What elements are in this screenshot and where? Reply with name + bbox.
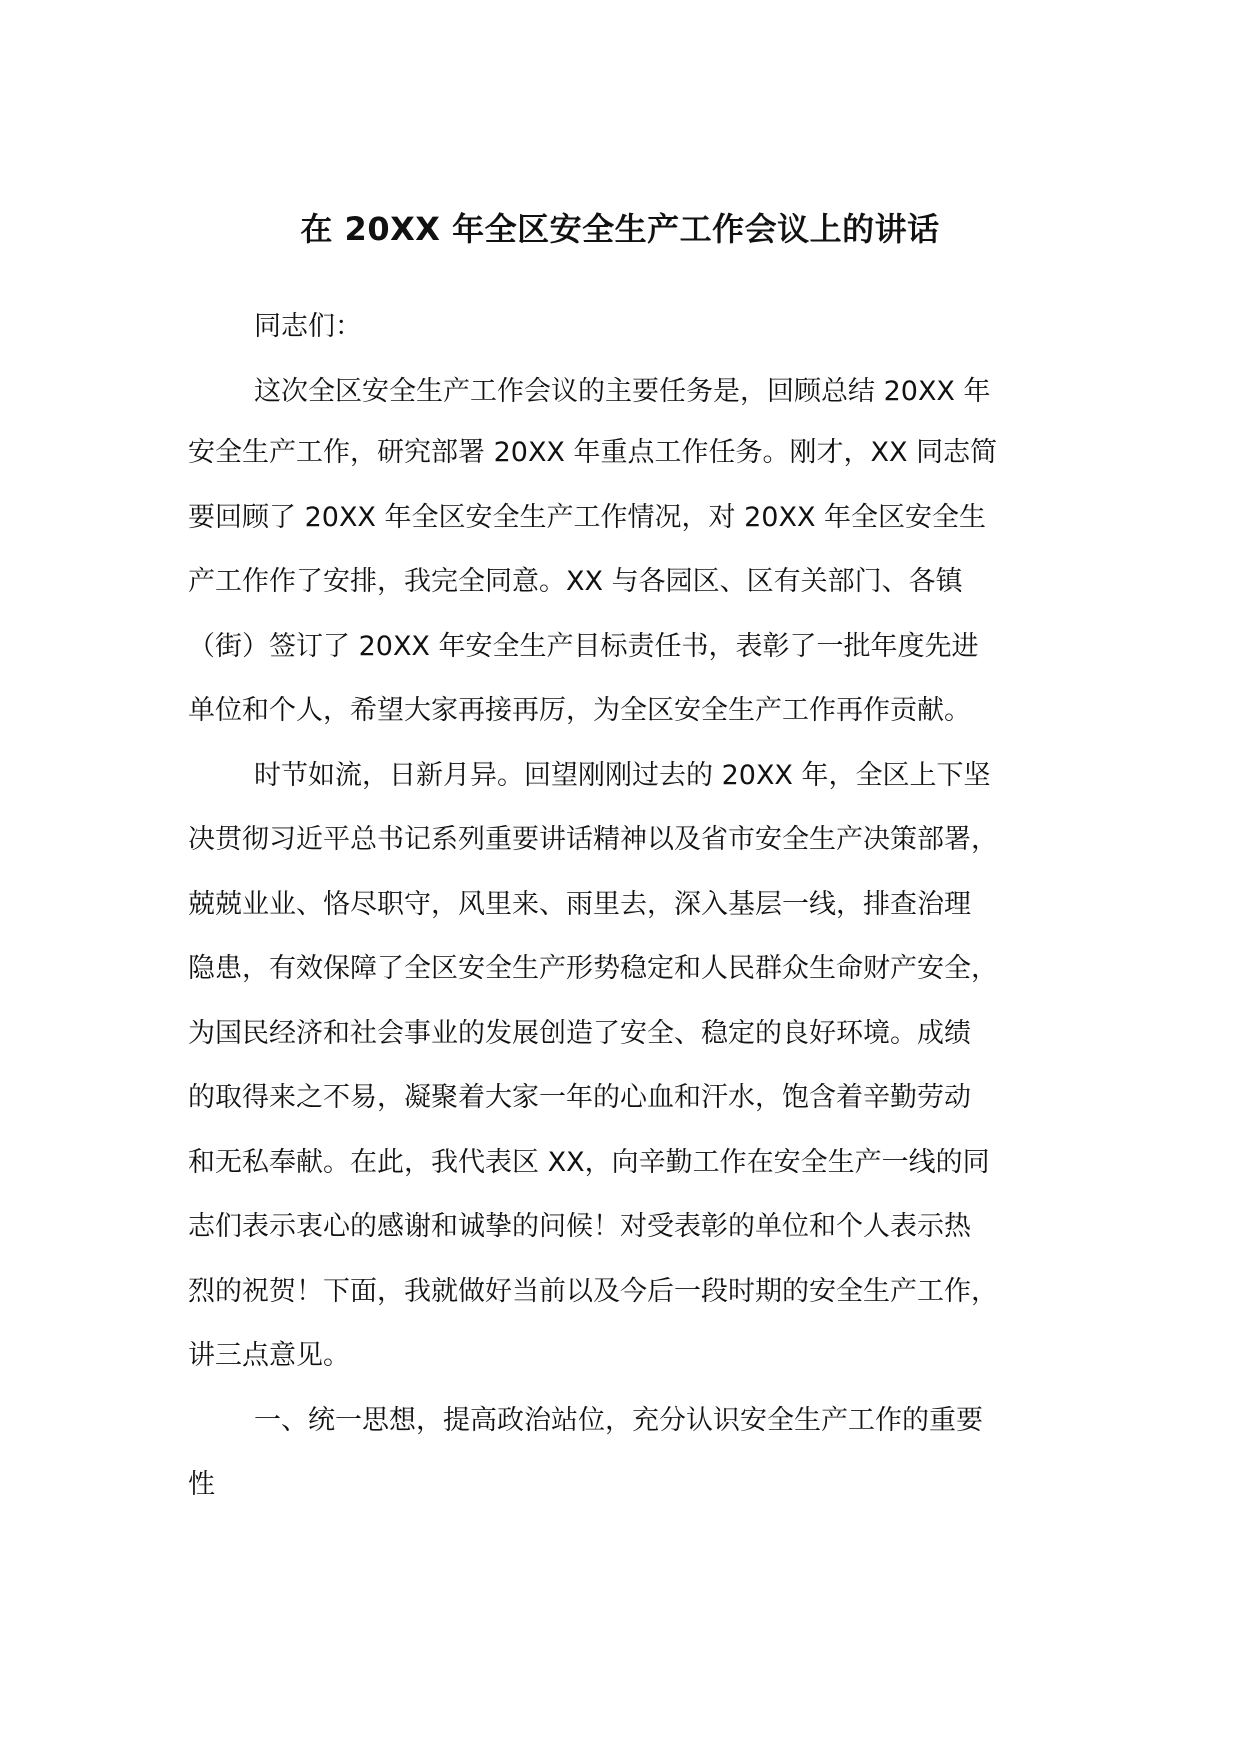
- paragraph-2-line-8: 志们表示衷心的感谢和诚挚的问候！对受表彰的单位和个人表示热: [188, 1211, 971, 1242]
- paragraph-2-line-5: 为国民经济和社会事业的发展创造了安全、稳定的良好环境。成绩: [188, 1018, 971, 1049]
- paragraph-2-line-2: 决贯彻习近平总书记系列重要讲话精神以及省市安全生产决策部署，: [188, 824, 998, 855]
- paragraph-2-line-6: 的取得来之不易，凝聚着大家一年的心血和汗水，饱含着辛勤劳动: [188, 1082, 971, 1113]
- paragraph-1-line-3: 要回顾了 20XX 年全区安全生产工作情况，对 20XX 年全区安全生: [188, 502, 987, 533]
- salutation: 同志们：: [254, 311, 362, 342]
- paragraph-2-line-9: 烈的祝贺！下面，我就做好当前以及今后一段时期的安全生产工作，: [188, 1276, 998, 1307]
- document-title: 在 20XX 年全区安全生产工作会议上的讲话: [300, 210, 940, 248]
- paragraph-2-line-1: 时节如流，日新月异。回望刚刚过去的 20XX 年，全区上下坚: [254, 760, 991, 791]
- paragraph-1-line-1: 这次全区安全生产工作会议的主要任务是，回顾总结 20XX 年: [254, 376, 991, 407]
- paragraph-2-line-10: 讲三点意见。: [188, 1340, 350, 1371]
- paragraph-1-line-4: 产工作作了安排，我完全同意。XX 与各园区、区有关部门、各镇: [188, 566, 963, 597]
- paragraph-1-line-5: （街）签订了 20XX 年安全生产目标责任书，表彰了一批年度先进: [188, 631, 979, 662]
- paragraph-1-line-6: 单位和个人，希望大家再接再厉，为全区安全生产工作再作贡献。: [188, 695, 971, 726]
- section-heading-line-1: 一、统一思想，提高政治站位，充分认识安全生产工作的重要: [254, 1405, 983, 1436]
- paragraph-1-line-2: 安全生产工作，研究部署 20XX 年重点工作任务。刚才，XX 同志简: [188, 437, 998, 468]
- section-heading-line-2: 性: [188, 1469, 215, 1500]
- paragraph-2-line-7: 和无私奉献。在此，我代表区 XX，向辛勤工作在安全生产一线的同: [188, 1147, 990, 1178]
- paragraph-2-line-3: 兢兢业业、恪尽职守，风里来、雨里去，深入基层一线，排查治理: [188, 889, 971, 920]
- paragraph-2-line-4: 隐患，有效保障了全区安全生产形势稳定和人民群众生命财产安全，: [188, 953, 998, 984]
